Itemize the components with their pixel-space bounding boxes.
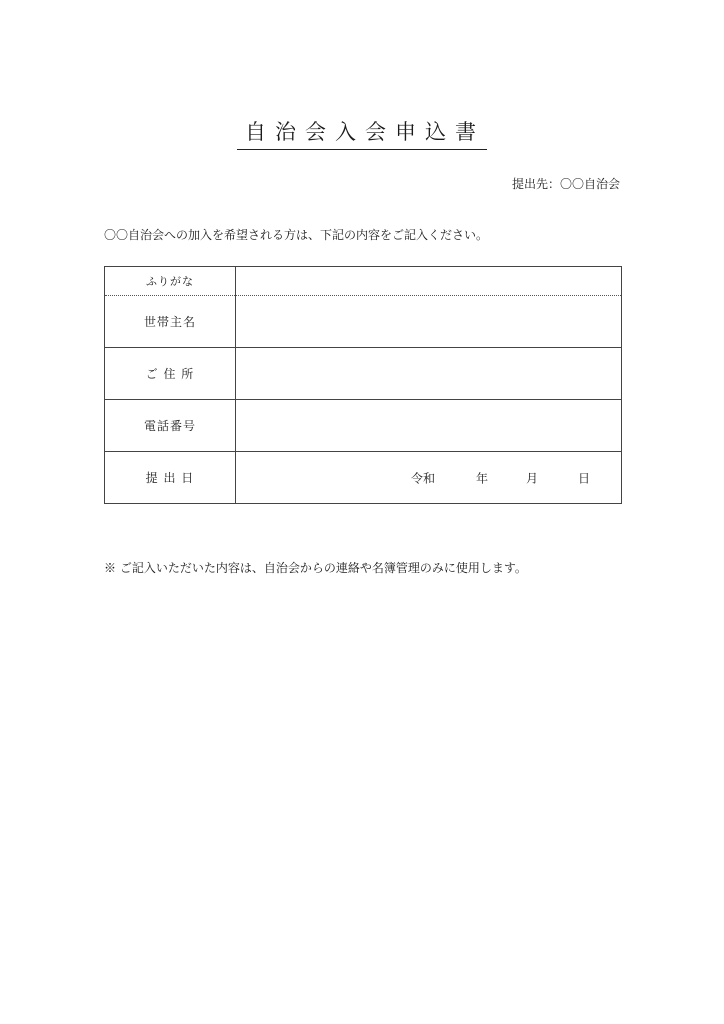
intro-text: 〇〇自治会への加入を希望される方は、下記の内容をご記入ください。 <box>104 228 489 242</box>
phone-row <box>105 400 622 452</box>
address-label: ご 住 所 <box>105 348 236 400</box>
address-row <box>105 348 622 400</box>
date-year-unit: 年 <box>476 471 489 485</box>
date-label: 提 出 日 <box>105 452 236 504</box>
application-form-table <box>104 266 622 504</box>
date-era: 令和 <box>411 471 436 485</box>
title-wrapper <box>0 118 724 150</box>
date-day-unit: 日 <box>578 471 591 485</box>
furigana-label: ふりがな <box>105 267 236 296</box>
phone-label: 電話番号 <box>105 400 236 452</box>
name-field[interactable] <box>236 296 622 348</box>
date-field[interactable] <box>236 452 622 504</box>
document-title: 自治会入会申込書 <box>237 118 487 150</box>
address-field[interactable] <box>236 348 622 400</box>
submit-to-text: 提出先：〇〇自治会 <box>511 177 620 191</box>
furigana-row <box>105 267 622 296</box>
phone-field[interactable] <box>236 400 622 452</box>
privacy-note: ※ ご記入いただいた内容は、自治会からの連絡や名簿管理のみに使用します。 <box>104 561 527 575</box>
name-label: 世帯主名 <box>105 296 236 348</box>
date-month-unit: 月 <box>526 471 539 485</box>
name-row <box>105 296 622 348</box>
furigana-field[interactable] <box>236 267 622 296</box>
date-row <box>105 452 622 504</box>
